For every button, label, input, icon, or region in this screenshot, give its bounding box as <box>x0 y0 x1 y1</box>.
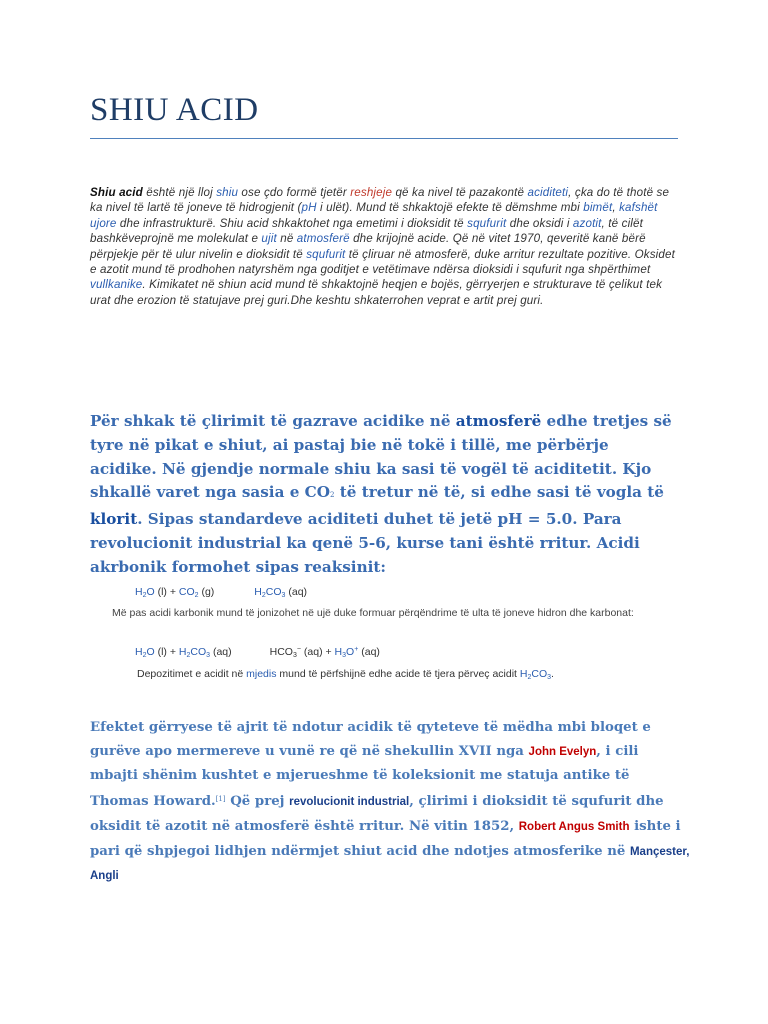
causes-paragraph: Për shkak të çlirimit të gazrave acidike në atmosferë edhe tretjes së tyre në pikat e shiut, ai pastaj bie në tokë i tillë, me përbërje acidike. Në gjendje normale shiu ka sasi të vogël të aciditetit. Kjo shkallë varet nga sasia e CO2 të tretur në të, si edhe sasi të vogla të klorit. Sipas standardeve aciditeti duhet të jetë pH = 5.0. Para revolucionit industrial ka qenë 5-6, kurse tani është rritur. Acidi akrbonik formohet sipas reaksinit: <box>90 412 672 576</box>
equation-carbonic-acid: $H_2O$ $(l) + CO_2$ (g) $H_2CO_3$ (aq) <box>135 586 308 599</box>
link-aciditeti[interactable]: aciditeti <box>527 186 569 199</box>
link-squfurit[interactable]: squfurit <box>467 216 507 230</box>
deposition-note: Depozitimet e acidit në mjedis mund të përfshijnë edhe acide të tjera përveç acidit $H_2CO_3$. <box>137 668 554 681</box>
link-ph[interactable]: pH <box>301 201 317 215</box>
term-acid-rain: Shiu acid <box>90 186 143 199</box>
link-manchester[interactable]: Mançester, Angli <box>90 845 690 883</box>
link-mjedis[interactable]: mjedis <box>246 668 277 680</box>
link-reshjeje[interactable]: reshjeje <box>350 186 393 199</box>
link-revolucionit-industrial[interactable]: revolucionit industrial <box>289 796 410 809</box>
link-squfurit-2[interactable]: squfurit <box>306 247 346 261</box>
link-kafshet-ujore[interactable]: kafshët ujore <box>90 201 658 230</box>
page-title: SHIU ACID <box>90 92 259 128</box>
link-klorit[interactable]: klorit <box>90 510 138 529</box>
history-paragraph: Efektet gërryese të ajrit të ndotur acidik të qyteteve të mëdha mbi bloqet e gurëve apo mermereve u vunë re që në shekullin XVII nga John Evelyn, i cili mbajti shënim kushtet e mjerueshme të koleksionit me statuja antike të Thomas Howard.[1] Që prej revolucionit industrial, çlirimi i dioksidit të squfurit dhe oksidit të azotit në atmosferë është rritur. Në vitin 1852, Robert Angus Smith ishte i pari që shpjegoi lidhjen ndërmjet shiut acid dhe ndotjes atmosferike në Mançester, Angli <box>90 720 690 883</box>
equation-ionization: $H_2O$ $(l) + H_2CO_3$ (aq) $HCO_3^-$ $(aq) + H_3O^+$ (aq) <box>135 646 380 659</box>
link-azotit[interactable]: azotit <box>572 216 602 230</box>
intro-paragraph: Shiu acid është një lloj shiu ose çdo formë tjetër reshjeje që ka nivel të pazakontë aciditeti, çka do të thotë se ka nivel të lartë të joneve të hidrogjenit (pH i ulët). Mund të shkaktojë efekte të dëmshme mbi bimët, kafshët ujore dhe infrastrukturë. Shiu acid shkaktohet nga emetimi i dioksidit të squfurit dhe oksidi i azotit, të cilët bashkëveprojnë me molekulat e ujit në atmosferë dhe krijojnë acide. Që në vitet 1970, qeveritë kanë bërë përpjekje për të ulur nivelin e dioksidit të squfurit të çliruar në atmosferë, duke arritur rezultate pozitive. Oksidet e azotit mund të prodhohen natyrshëm nga goditjet e vetëtimave ndërsa dioksidi i squfurit nga shpërthimet vullkanike. Kimikatet në shiun acid mund të shkaktojnë heqjen e bojës, gërryerjen e strukturave të çelikut tek urat dhe erozion të statujave prej guri.Dhe keshtu shkaterrohen veprat e artit prej guri. <box>90 186 675 307</box>
link-bimet[interactable]: bimët <box>583 201 613 215</box>
link-shiu[interactable]: shiu <box>216 186 239 199</box>
link-atmosfere[interactable]: atmosferë <box>296 232 350 246</box>
title-underline <box>90 138 678 139</box>
link-ujit[interactable]: ujit <box>261 232 277 246</box>
ionization-note: Më pas acidi karbonik mund të jonizohet në ujë duke formuar përqëndrime të ulta të joneve hidron dhe karbonat: <box>112 607 634 619</box>
link-atmosfere-bold[interactable]: atmosferë <box>455 412 542 430</box>
link-vullkanike[interactable]: vullkanike <box>90 278 143 292</box>
link-robert-angus-smith[interactable]: Robert Angus Smith <box>518 820 630 833</box>
link-john-evelyn[interactable]: John Evelyn <box>528 745 597 758</box>
reference-marker[interactable]: [1] <box>215 795 226 804</box>
